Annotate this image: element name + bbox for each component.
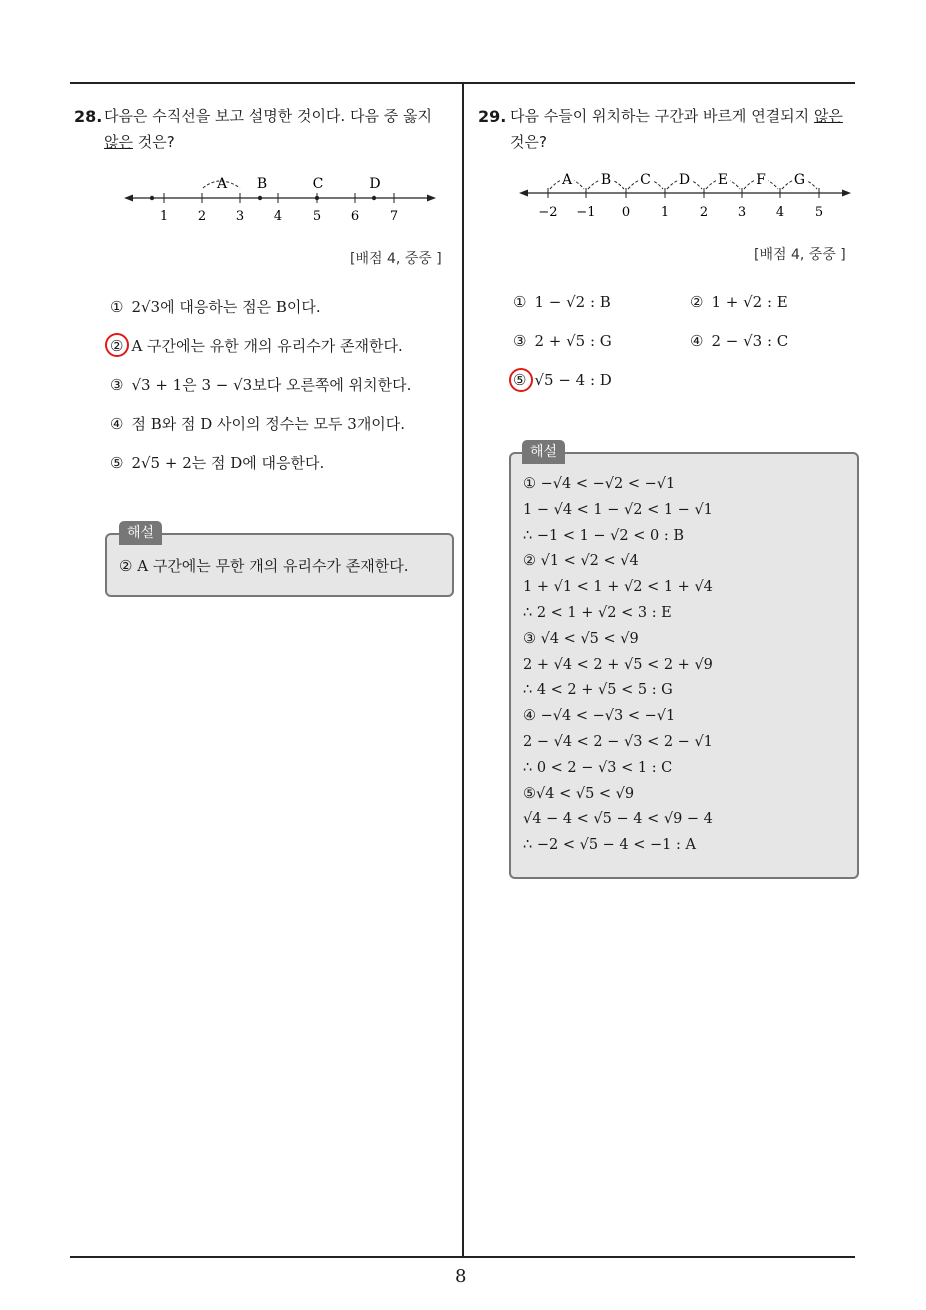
option-text: 2 + √5 : G [534, 332, 612, 350]
number-line-tick-label: 3 [737, 205, 747, 220]
bottom-rule [70, 1256, 855, 1258]
option-text: √3 + 1은 3 − √3보다 오른쪽에 위치한다. [131, 376, 412, 394]
number-line-tick-label: 5 [814, 205, 824, 220]
number-line-tick-label: 1 [660, 205, 670, 220]
number-line-tick-label: 5 [312, 209, 322, 224]
solution-line: ∴ 2 < 1 + √2 < 3 : E [523, 605, 672, 621]
solution-line: ③ √4 < √5 < √9 [523, 630, 639, 647]
option-text: 2√3에 대응하는 점은 B이다. [131, 298, 321, 316]
option-number: ⑤ [110, 454, 124, 472]
question-28-underlined: 않은 [104, 133, 133, 151]
number-line-point-label: G [793, 172, 806, 188]
solution-line: ④ −√4 < −√3 < −√1 [523, 708, 676, 725]
option-number: ⑤ [513, 371, 527, 389]
option-number: ① [110, 298, 124, 316]
number-line-point-label: A [561, 172, 573, 188]
number-line-tick-label: −1 [576, 205, 596, 220]
number-line-tick-label: 2 [699, 205, 709, 220]
solution-line: ∴ 0 < 2 − √3 < 1 : C [523, 759, 673, 776]
answer-option[interactable] [690, 332, 788, 350]
number-line-point-label: B [600, 172, 612, 188]
option-number: ④ [690, 332, 704, 350]
number-line-tick-label: 2 [197, 209, 207, 224]
question-28-number-line [120, 168, 440, 228]
page-number: 8 [455, 1266, 467, 1287]
number-line-point-label: D [678, 172, 691, 188]
answer-option[interactable] [110, 452, 324, 473]
number-line-point-label: C [640, 172, 651, 188]
number-line-tick-label: −2 [538, 205, 558, 220]
question-29-solution-box [509, 452, 859, 879]
solution-line: ⑤√4 < √5 < √9 [523, 785, 635, 802]
solution-line: ① −√4 < −√2 < −√1 [523, 476, 676, 492]
question-29-stem [510, 103, 860, 155]
number-line-tick-label: 0 [621, 205, 631, 220]
number-line-tick-label: 7 [389, 209, 399, 224]
number-line-tick-label: 4 [775, 205, 785, 220]
solution-line: ② √1 < √2 < √4 [523, 553, 639, 570]
option-number: ③ [110, 376, 124, 394]
option-number: ② [110, 337, 124, 355]
option-text: 점 B와 점 D 사이의 정수는 모두 3개이다. [131, 415, 406, 433]
option-text: 1 − √2 : B [534, 293, 611, 311]
question-28-solution-tag: 해설 [119, 521, 162, 545]
option-text: 2 − √3 : C [711, 332, 789, 350]
question-29-line1-pre: 다음 수들이 위치하는 구간과 바르게 연결되지 [510, 107, 814, 125]
number-line-tick-label: 3 [235, 209, 245, 224]
number-line-tick-label: 6 [350, 209, 360, 224]
answer-option[interactable] [110, 374, 411, 395]
question-28-solution-text: ② A 구간에는 무한 개의 유리수가 존재한다. [119, 557, 409, 575]
option-number: ③ [513, 332, 527, 350]
solution-line: 2 + √4 < 2 + √5 < 2 + √9 [523, 656, 713, 673]
option-number: ① [513, 293, 527, 311]
solution-line: ∴ 4 < 2 + √5 < 5 : G [523, 682, 673, 699]
question-29-score: [배점 4, 중중 ] [754, 247, 846, 263]
selected-answer-mark-29 [509, 368, 533, 392]
solution-line: ∴ −2 < √5 − 4 < −1 : A [523, 837, 696, 854]
question-28-score: [배점 4, 중중 ] [350, 251, 442, 267]
number-line-point-label: F [756, 172, 766, 188]
option-text: A 구간에는 유한 개의 유리수가 존재한다. [131, 337, 403, 355]
option-text: 2√5 + 2는 점 D에 대응한다. [131, 454, 325, 472]
selected-answer-mark-28 [105, 333, 129, 357]
solution-line: 1 − √4 < 1 − √2 < 1 − √1 [523, 501, 713, 518]
question-28-number: 28. [74, 107, 103, 126]
option-text: 1 + √2 : E [711, 293, 788, 311]
column-divider [462, 82, 464, 1257]
solution-line: ∴ −1 < 1 − √2 < 0 : B [523, 527, 684, 544]
option-number: ② [690, 293, 704, 311]
question-29-number: 29. [478, 107, 507, 126]
number-line-point-label: D [369, 176, 381, 192]
number-line-point-label: B [256, 176, 268, 192]
answer-option[interactable] [690, 293, 788, 311]
number-line-tick-label: 1 [159, 209, 169, 224]
option-text: √5 − 4 : D [534, 371, 612, 389]
question-28-line2-rest: 것은? [132, 133, 175, 151]
answer-option[interactable] [110, 296, 321, 317]
question-29-line2: 것은? [510, 133, 547, 151]
question-29-line1 [510, 103, 860, 129]
question-28-line1: 다음은 수직선을 보고 설명한 것이다. 다음 중 옳지 [104, 107, 432, 125]
option-number: ④ [110, 415, 124, 433]
question-28-stem [104, 103, 454, 155]
number-line-point-label: C [312, 176, 324, 192]
answer-option[interactable] [110, 413, 405, 434]
solution-line: √4 − 4 < √5 − 4 < √9 − 4 [523, 811, 713, 828]
solution-line: 1 + √1 < 1 + √2 < 1 + √4 [523, 579, 713, 596]
answer-option[interactable] [513, 293, 611, 311]
question-29-number-line [515, 165, 855, 227]
solution-line: 2 − √4 < 2 − √3 < 2 − √1 [523, 734, 713, 750]
answer-option[interactable] [513, 332, 612, 350]
question-28-line2 [104, 129, 454, 155]
question-29-underlined: 않은 [813, 107, 843, 125]
number-line-point-label: E [717, 172, 729, 188]
answer-option[interactable] [110, 335, 403, 356]
number-line-tick-label: 4 [273, 209, 283, 224]
number-line-point-label: A [216, 176, 228, 192]
question-29-solution-tag: 해설 [522, 440, 565, 464]
